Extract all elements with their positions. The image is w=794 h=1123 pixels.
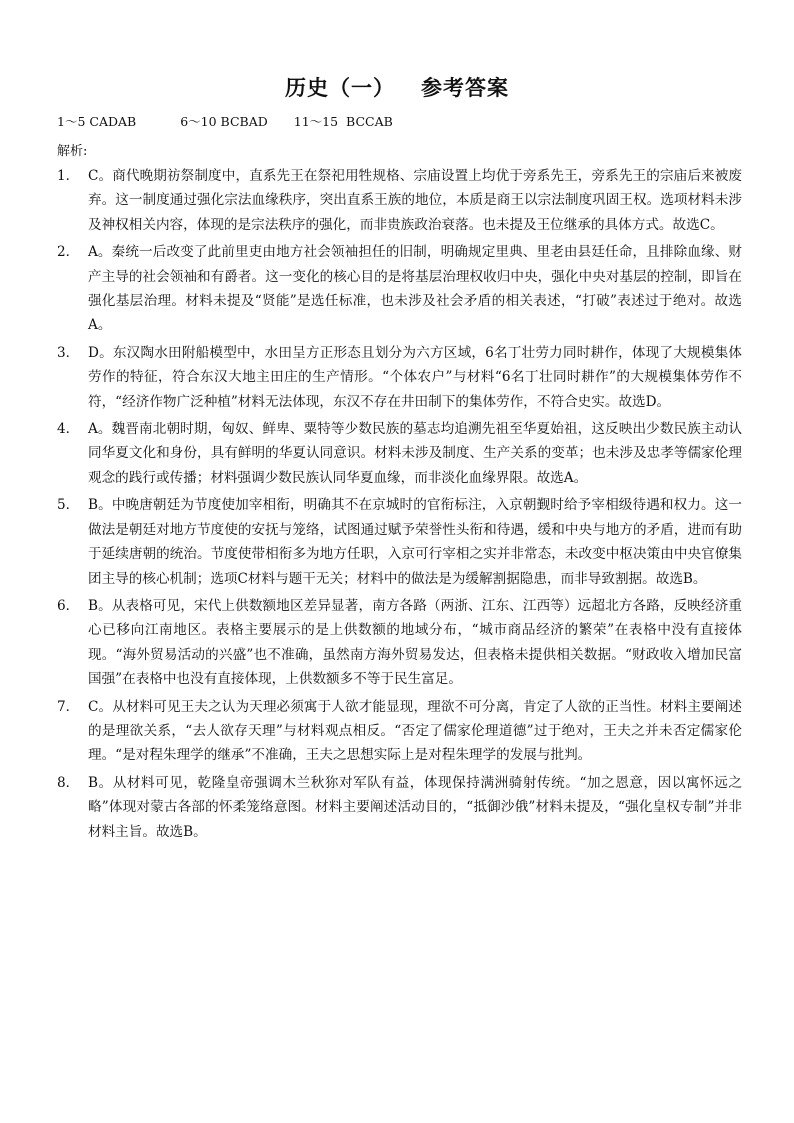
title-answer-key: 参考答案 bbox=[421, 76, 509, 100]
analysis-item bbox=[57, 240, 742, 338]
item-answer: C。 bbox=[88, 698, 113, 715]
item-answer: C。 bbox=[88, 168, 113, 184]
answer-key-row bbox=[57, 112, 393, 130]
title-subject: 历史（一） bbox=[285, 76, 395, 100]
analysis-label: 解析: bbox=[57, 144, 88, 159]
item-answer: A。 bbox=[88, 421, 112, 438]
item-text: 从材料可见王夫之认为天理必须寓于人欲才能显现，理欲不可分离，肯定了人欲的正当性。材料主要阐述的是理欲关系，“去人欲存天理”与材料观点相反。“否定了儒家伦理道德”过于绝对，王夫之并未否定儒家伦理。“是对程朱理学的继承”不准确，王夫之思想实际上是对程朱理学的发展与批判。 bbox=[88, 698, 743, 764]
item-body bbox=[88, 240, 742, 338]
analysis-item bbox=[57, 417, 742, 490]
item-text: 商代晚期祊祭制度中，直系先王在祭祀用牲规格、宗庙设置上均优于旁系先王，旁系先王的宗庙后来被废弃。这一制度通过强化宗法血缘秩序，突出直系王族的地位，本质是商王以宗法制度巩固王权。选项材料未涉及神权相关内容，体现的是宗法秩序的强化，而非贵族政治衰落。也未提及王位继承的具体方式。故选C。 bbox=[88, 168, 743, 233]
analysis-item bbox=[57, 164, 742, 237]
item-body bbox=[88, 164, 742, 237]
item-body bbox=[88, 594, 742, 692]
analysis-item bbox=[57, 341, 742, 414]
analysis-item bbox=[57, 771, 742, 844]
item-answer: A。 bbox=[88, 244, 112, 261]
analysis-item bbox=[57, 695, 742, 768]
item-number: 2． bbox=[57, 244, 80, 261]
item-number: 6． bbox=[57, 597, 80, 614]
item-body bbox=[88, 771, 742, 844]
item-number: 3． bbox=[57, 344, 80, 361]
item-text: 中晚唐朝廷为节度使加宰相衔，明确其不在京城时的官衔标注，入京朝觐时给予宰相级待遇和权力。这一做法是朝廷对地方节度使的安抚与笼络，试图通过赋予荣誉性头衔和待遇，缓和中央与地方的矛盾，进而有助于延续唐朝的统治。节度使带相衔多为地方任职，入京可行宰相之实并非常态，未改变中枢决策由中央官僚集团主导的核心机制；选项C材料与题干无关；材料中的做法是为缓解割据隐患，而非导致割据。故选B。 bbox=[88, 497, 742, 587]
item-number: 5． bbox=[57, 497, 80, 514]
item-answer: B。 bbox=[88, 597, 112, 614]
item-body bbox=[88, 493, 742, 591]
answer-group-3: 11～15 BCCAB bbox=[293, 114, 393, 129]
analysis-item bbox=[57, 493, 742, 591]
item-body bbox=[88, 341, 742, 414]
item-answer: B。 bbox=[88, 497, 112, 514]
page-title bbox=[0, 72, 794, 102]
answer-group-2: 6～10 BCBAD bbox=[180, 114, 268, 129]
item-number: 4． bbox=[57, 421, 80, 438]
item-body bbox=[88, 417, 742, 490]
item-text: 东汉陶水田附船模型中，水田呈方正形态且划分为六方区域，6名丁壮劳力同时耕作，体现了大规模集体劳作的特征，符合东汉大地主田庄的生产情形。“个体农户”与材料“6名丁壮同时耕作”的大规模集体劳作不符，“经济作物广泛种植”材料无法体现，东汉不存在井田制下的集体劳作，不符合史实。故选D。 bbox=[88, 344, 742, 410]
analysis-list bbox=[57, 164, 742, 847]
item-number: 7． bbox=[57, 698, 80, 715]
item-answer: B。 bbox=[88, 774, 113, 791]
item-answer: D。 bbox=[88, 344, 113, 361]
item-text: 从材料可见，乾隆皇帝强调木兰秋狝对军队有益，体现保持满洲骑射传统。“加之恩意，因以寓怀远之略”体现对蒙古各部的怀柔笼络意图。材料主要阐述活动目的，“抵御沙俄”材料未提及，“强化皇权专制”并非材料主旨。故选B。 bbox=[88, 774, 742, 840]
item-text: 魏晋南北朝时期，匈奴、鲜卑、粟特等少数民族的墓志均追溯先祖至华夏始祖，这反映出少数民族主动认同华夏文化和身份，具有鲜明的华夏认同意识。材料未涉及制度、生产关系的变革；也未涉及忠孝等儒家伦理观念的践行或传播；材料强调少数民族认同华夏血缘，而非淡化血缘界限。故选A。 bbox=[88, 421, 742, 486]
analysis-item bbox=[57, 594, 742, 692]
item-number: 1． bbox=[57, 168, 80, 184]
item-body bbox=[88, 695, 742, 768]
item-text: 从表格可见，宋代上供数额地区差异显著，南方各路（两浙、江东、江西等）远超北方各路，反映经济重心已移向江南地区。表格主要展示的是上供数额的地域分布，“城市商品经济的繁荣”在表格中没有直接体现。“海外贸易活动的兴盛”也不准确，虽然南方海外贸易发达，但表格未提供相关数据。“财政收入增加民富国强”在表格中也没有直接体现，上供数额多不等于民生富足。 bbox=[88, 597, 742, 688]
item-number: 8． bbox=[57, 774, 80, 791]
answer-group-1: 1～5 CADAB bbox=[57, 114, 137, 129]
item-text: 秦统一后改变了此前里吏由地方社会领袖担任的旧制，明确规定里典、里老由县廷任命，且排除血缘、财产主导的社会领袖和有爵者。这一变化的核心目的是将基层治理权收归中央，强化中央对基层的控制，即旨在强化基层治理。材料未提及“贤能”是选任标准，也未涉及社会矛盾的相关表述，“打破”表述过于绝对。故选A。 bbox=[88, 244, 742, 334]
